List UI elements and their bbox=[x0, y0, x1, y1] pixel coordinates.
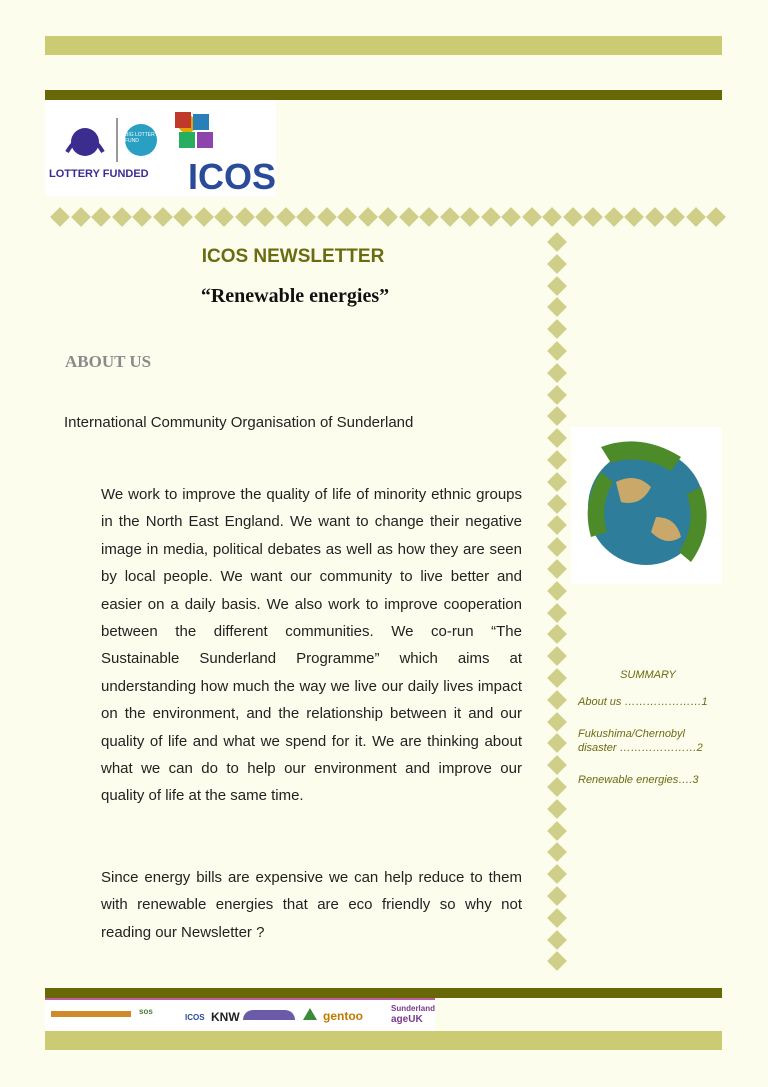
newsletter-title: ICOS NEWSLETTER bbox=[201, 246, 385, 267]
diamond-ornament bbox=[501, 207, 521, 227]
diamond-ornament bbox=[547, 385, 567, 405]
diamond-ornament bbox=[547, 864, 567, 884]
diamond-ornament bbox=[547, 581, 567, 601]
bottom-band bbox=[45, 1031, 722, 1050]
diamond-ornament bbox=[547, 755, 567, 775]
diamond-ornament bbox=[378, 207, 398, 227]
diamond-ornament bbox=[358, 207, 378, 227]
diamond-ornament bbox=[665, 207, 685, 227]
diamond-ornament bbox=[547, 842, 567, 862]
footer-logos-strip bbox=[45, 998, 435, 1034]
diamond-ornament bbox=[547, 712, 567, 732]
summary-box bbox=[578, 668, 718, 805]
newsletter-subtitle: “Renewable energies” bbox=[200, 285, 390, 307]
diamond-ornament bbox=[153, 207, 173, 227]
diamond-ornament bbox=[112, 207, 132, 227]
bridge-logo bbox=[243, 1010, 295, 1020]
diamond-ornament bbox=[547, 908, 567, 928]
closing-paragraph: Since energy bills are expensive we can help reduce to them with renewable energies that are eco friendly so why not reading our Newsletter ? bbox=[101, 869, 522, 941]
diamond-ornament bbox=[547, 799, 567, 819]
diamond-ornament bbox=[547, 537, 567, 557]
diamond-ornament bbox=[547, 603, 567, 623]
diamond-ornament bbox=[583, 207, 603, 227]
diamond-ornament bbox=[547, 733, 567, 753]
sos-logo: sos bbox=[139, 1007, 153, 1016]
intro-paragraph: We work to improve the quality of life of minority ethnic groups in the North East England. We want to change their negative image in media, political debates as well as how they are seen by local people. We want our community to live better and easier on a daily basis. We also work to improve cooperation between the different communities. We co-run “The Sustainable Sunderland Programme” which aims at understanding how much the way we live our daily lives impact on the environment, and the relationship between it and our quality of life and what we spend for it. We are thinking about what we can do to help our environment and improve our quality of life at the same time. bbox=[101, 486, 522, 805]
diamond-ornament bbox=[255, 207, 275, 227]
diamond-ornament bbox=[547, 930, 567, 950]
diamond-ornament bbox=[547, 276, 567, 296]
diamond-ornament bbox=[547, 821, 567, 841]
diamond-ornament bbox=[547, 428, 567, 448]
diamond-ornament bbox=[132, 207, 152, 227]
summary-item-fukushima[interactable]: Fukushima/Chernobyl disaster …………………2 bbox=[578, 728, 703, 754]
diamond-ornament bbox=[547, 363, 567, 383]
diamond-ornament bbox=[440, 207, 460, 227]
diamond-ornament bbox=[399, 207, 419, 227]
partner-logo bbox=[51, 1011, 131, 1017]
diamond-ornament bbox=[706, 207, 726, 227]
diamond-ornament bbox=[50, 207, 70, 227]
diamond-ornament bbox=[547, 559, 567, 579]
diamond-ornament bbox=[522, 207, 542, 227]
recycling-earth-image bbox=[571, 427, 722, 584]
diamond-ornament bbox=[563, 207, 583, 227]
icos-footer-logo: ICOS bbox=[185, 1013, 205, 1022]
diamond-ornament bbox=[214, 207, 234, 227]
diamond-ornament bbox=[547, 668, 567, 688]
diamond-ornament bbox=[547, 406, 567, 426]
diamond-ornament bbox=[317, 207, 337, 227]
diamond-ornament bbox=[547, 232, 567, 252]
diamond-ornament bbox=[686, 207, 706, 227]
diamond-ornament bbox=[547, 297, 567, 317]
diamond-ornament bbox=[235, 207, 255, 227]
summary-heading: SUMMARY bbox=[620, 669, 676, 681]
sunderland-logo: Sunderland bbox=[391, 1004, 436, 1013]
knw-logo: KNW bbox=[211, 1010, 240, 1024]
gentoo-logo: gentoo bbox=[323, 1009, 363, 1023]
logo-area bbox=[45, 100, 276, 196]
diamond-ornament bbox=[419, 207, 439, 227]
diamond-ornament bbox=[91, 207, 111, 227]
big-lottery-label: BIG LOTTERY FUND bbox=[125, 132, 158, 144]
diamond-ornament bbox=[296, 207, 316, 227]
triangle-logo bbox=[303, 1008, 317, 1020]
diamond-ornament bbox=[337, 207, 357, 227]
summary-item-about[interactable]: About us …………………1 bbox=[578, 696, 708, 708]
footer-rule bbox=[45, 988, 722, 998]
diamond-ornament bbox=[542, 207, 562, 227]
diamond-ornament bbox=[604, 207, 624, 227]
diamond-ornament bbox=[547, 494, 567, 514]
lottery-label: LOTTERY FUNDED bbox=[49, 168, 149, 180]
about-heading: ABOUT US bbox=[65, 352, 152, 371]
diamond-ornament bbox=[547, 886, 567, 906]
diamond-ornament bbox=[173, 207, 193, 227]
diamond-ornament bbox=[624, 207, 644, 227]
diamond-ornament bbox=[547, 341, 567, 361]
diamond-ornament bbox=[71, 207, 91, 227]
diamond-ornament bbox=[547, 319, 567, 339]
ageuk-logo: ageUK bbox=[391, 1014, 423, 1025]
summary-item-renewable[interactable]: Renewable energies….3 bbox=[578, 774, 699, 786]
diamond-ornament bbox=[547, 515, 567, 535]
diamond-ornament bbox=[547, 690, 567, 710]
header-rule bbox=[45, 90, 722, 100]
diamond-ornament bbox=[547, 624, 567, 644]
diamond-ornament bbox=[645, 207, 665, 227]
diamond-ornament bbox=[547, 254, 567, 274]
diamond-ornament bbox=[547, 951, 567, 971]
diamond-ornament bbox=[547, 450, 567, 470]
diamond-ornament bbox=[547, 646, 567, 666]
org-name: International Community Organisation of Sunderland bbox=[64, 414, 414, 431]
diamond-ornament bbox=[460, 207, 480, 227]
top-band bbox=[45, 36, 722, 55]
diamond-ornament bbox=[194, 207, 214, 227]
diamond-ornament bbox=[547, 472, 567, 492]
diamond-ornament bbox=[276, 207, 296, 227]
diamond-ornament bbox=[547, 777, 567, 797]
icos-logo-text: ICOS bbox=[188, 156, 277, 197]
diamond-ornament bbox=[481, 207, 501, 227]
